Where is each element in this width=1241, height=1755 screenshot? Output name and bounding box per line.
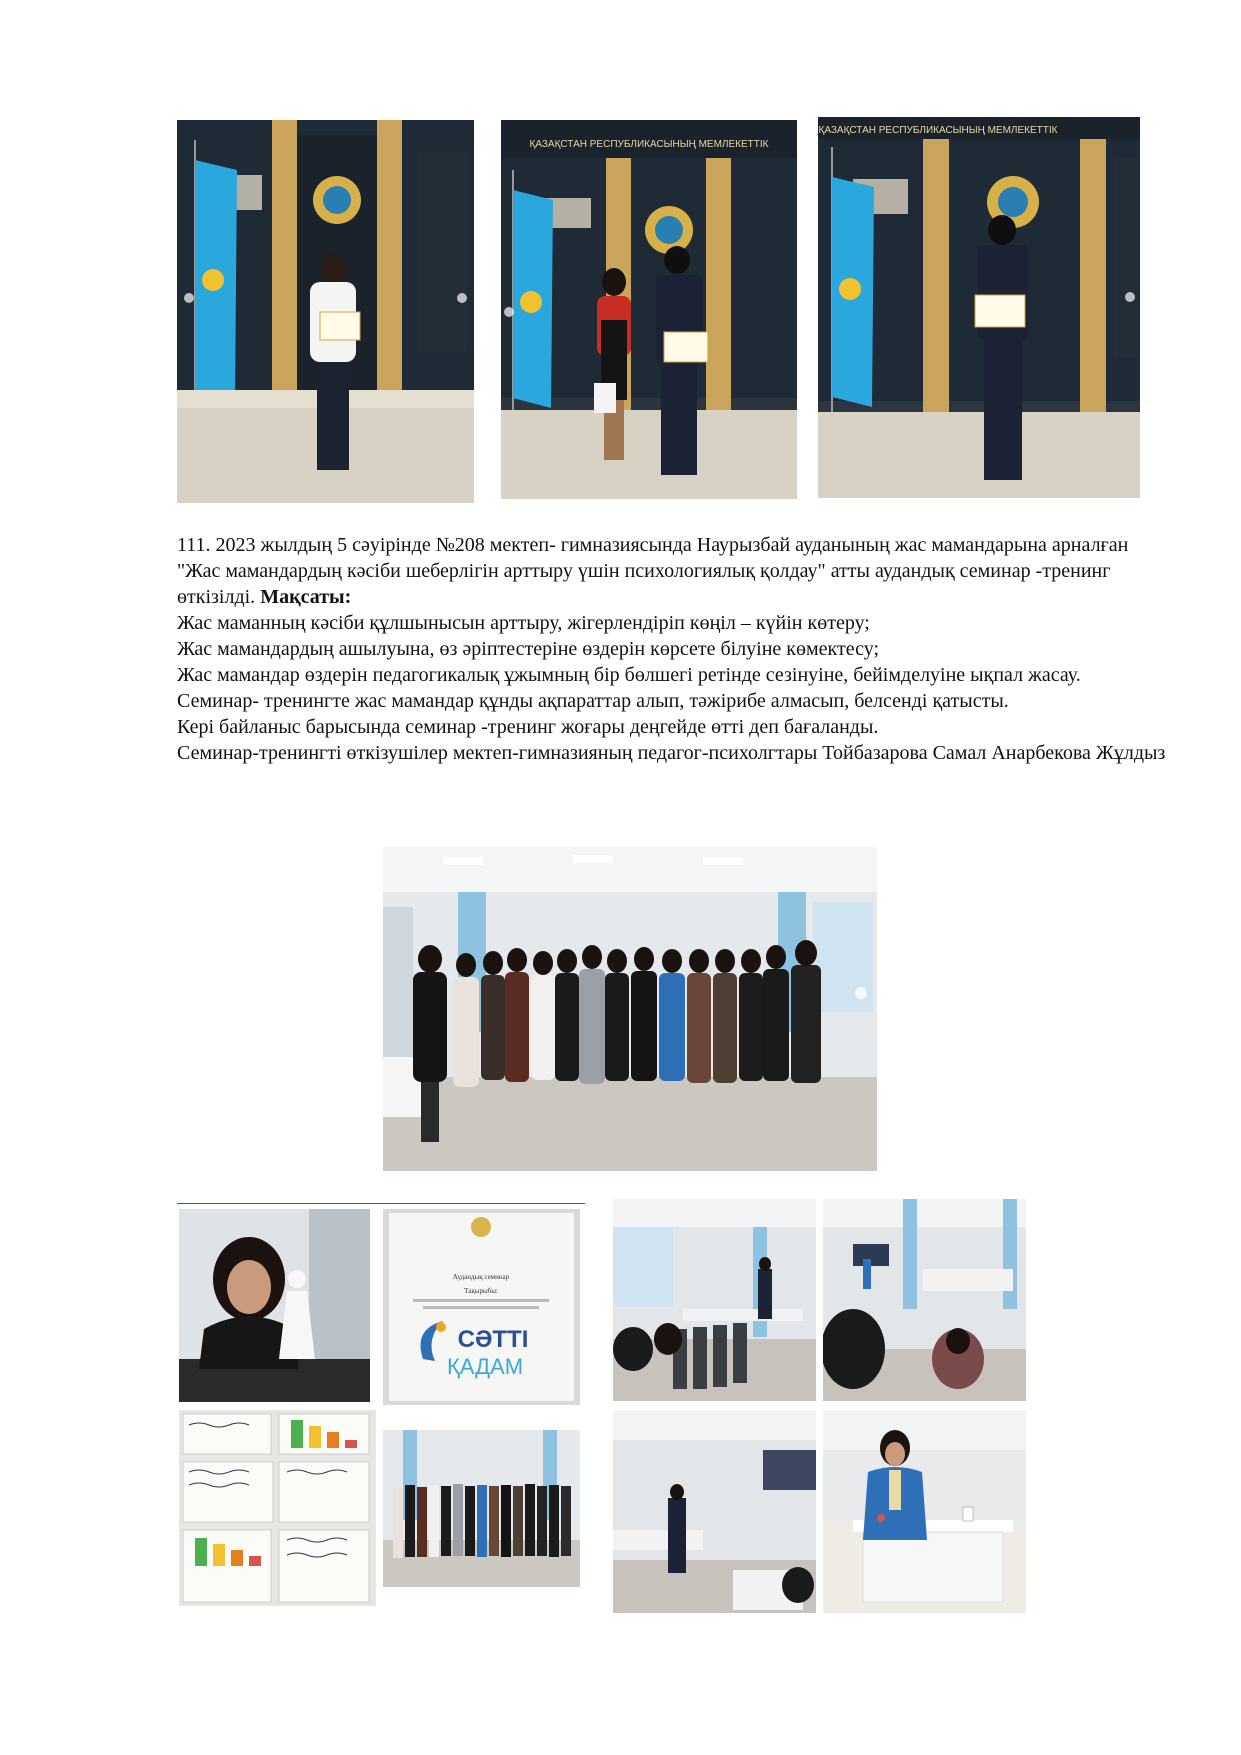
collage-presenter (823, 1410, 1026, 1613)
goal-3: Жас мамандар өздерін педагогикалық ұжымның бір бөлшегі ретінде сезінуіне, бейімделуіне ықпал жасау. (177, 664, 1081, 686)
banner-text: ҚАЗАҚСТАН РЕСПУБЛИКАСЫНЫҢ МЕМЛЕКЕТТІК (529, 139, 769, 150)
collage-separator (177, 1203, 585, 1204)
collage-poster (383, 1209, 580, 1405)
poster-topic: Тақырыбы: (464, 1287, 498, 1295)
goal-2: Жас мамандардың ашылуына, өз әріптестеріне өздерін көрсете білуіне көмектесу; (177, 638, 880, 660)
article-text (177, 532, 1167, 766)
collage-classroom-1 (613, 1199, 816, 1401)
collage-feedback-cards (179, 1410, 376, 1606)
article-intro-paragraph (177, 532, 1167, 610)
photo-3 (818, 117, 1140, 498)
paragraph-2: Кері байланыс барысында семинар -тренинг жоғары деңгейде өтті деп бағаланды. (177, 716, 879, 738)
paragraph-1: Семинар- тренингте жас мамандар құнды ақпараттар алып, тәжірибе алмасып, белсенді қатысты. (177, 690, 1009, 712)
collage-classroom-2 (823, 1199, 1026, 1401)
photo-2 (501, 120, 797, 499)
collage-photo-paper-figure (179, 1209, 370, 1402)
goal-1: Жас маманның кәсіби құлшынысын арттыру, жігерлендіріп көңіл – күйін көтеру; (177, 612, 870, 634)
article-intro: 111. 2023 жылдың 5 сәуірінде №208 мектеп- гимназиясында Наурызбай ауданының жас мамандарына арналған "Жас мамандардың кәсіби шеберлігін арттыру үшін психологиялық қолдау" атты аудандық семинар -тренинг өткізілді. (177, 534, 1129, 608)
logo-bottom-text: ҚАДАМ (446, 1354, 524, 1379)
goals-label: Мақсаты: (260, 586, 352, 608)
photo-1 (177, 120, 474, 503)
collage-small-group (383, 1430, 580, 1587)
collage-classroom-3 (613, 1410, 816, 1613)
banner-text-2: ҚАЗАҚСТАН РЕСПУБЛИКАСЫНЫҢ МЕМЛЕКЕТТІК (818, 125, 1058, 136)
paragraph-3: Семинар-тренингті өткізушілер мектеп-гимназияның педагог-психолгтары Тойбазарова Самал Анарбекова Жұлдыз (177, 742, 1166, 764)
logo-top-text: СӘТТІ (457, 1326, 529, 1353)
group-photo (383, 847, 877, 1171)
poster-title: Аудандық семинар (452, 1273, 510, 1281)
